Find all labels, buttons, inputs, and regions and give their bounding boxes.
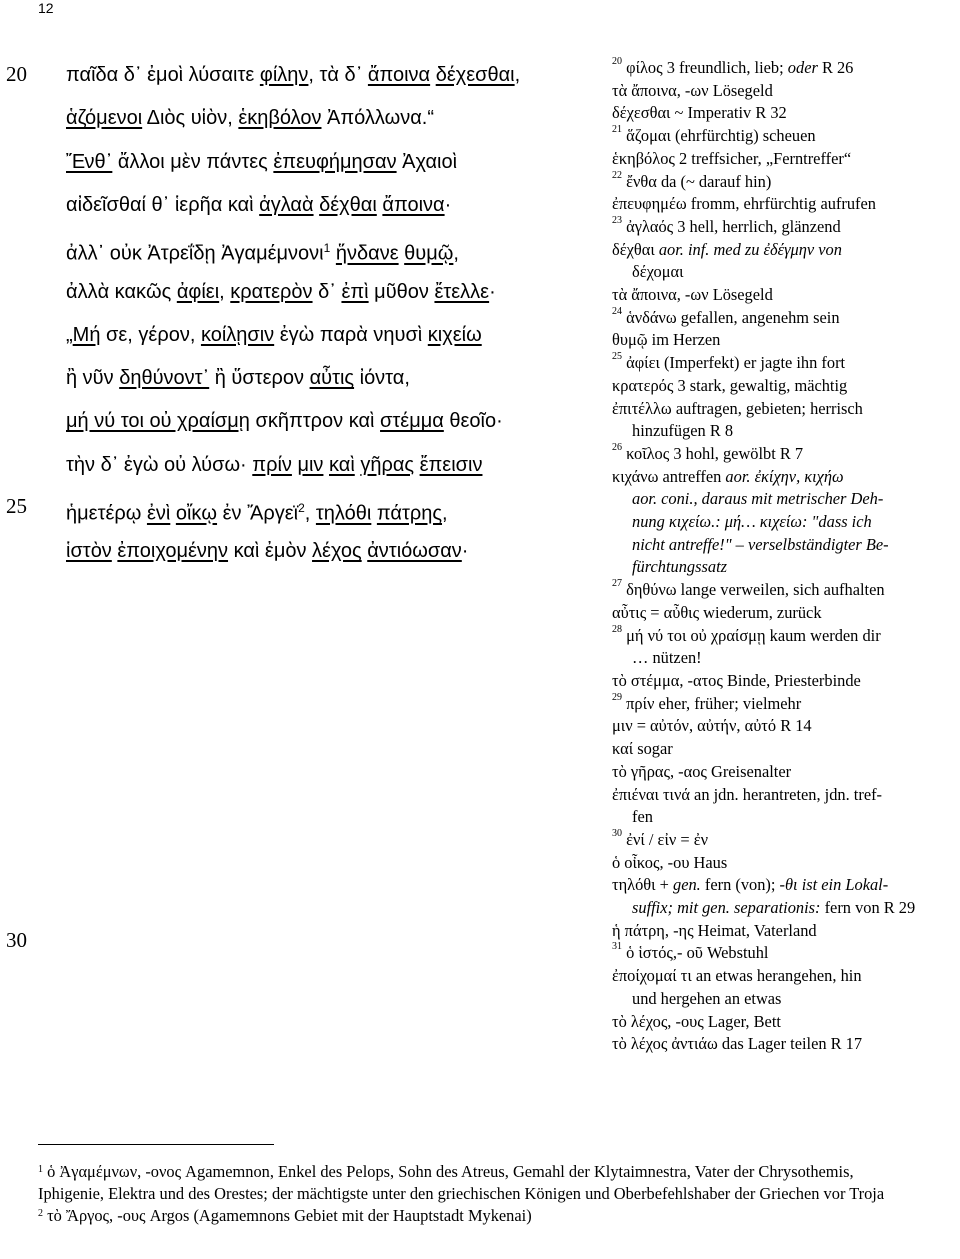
gloss-entry [612,261,958,284]
footnote-number: 1 [38,1164,43,1175]
gloss-text: δηθύνω lange verweilen, sich aufhalten [626,580,885,600]
gloss-entry [612,852,958,875]
gloss-text: μή νύ τοι οὐ χραίσμῃ kaum werden dir [626,625,881,645]
gloss-entry [612,761,958,784]
glossed-word: ἥνδανε [335,242,399,265]
verse-line [66,63,520,87]
glossed-word: ἐπὶ [341,280,369,303]
gloss-text: τὸ γῆρας, -αος Greisenalter [612,761,792,781]
verse-text: δ᾽ [312,280,342,303]
verse-text: ἐν Ἄργεϊ [217,502,299,525]
footnote-text: τὸ Ἄργος, -ους Argos (Agamemnons Gebiet mit der Hauptstadt Mykenai) [43,1206,532,1226]
verse-line [66,453,482,477]
glossed-word: μή νύ τοι οὐ χραίσμῃ [66,410,250,433]
glossed-word: Μή [72,323,101,346]
glossed-word: πάτρης [376,502,443,525]
gloss-entry [612,806,958,829]
glossed-word: ἐνὶ [146,502,171,525]
gloss-line-ref: 24 [612,305,622,317]
glossed-word: ἀντιόωσαν [367,540,462,563]
gloss-entry [612,1033,958,1056]
glossed-word: ἀγλαὰ [259,193,314,216]
glossed-word: λέχος [312,540,362,563]
gloss-text: αὖτις = αὖθις wiederum, zurück [612,602,822,622]
glossed-word: ἔπεισιν [419,453,483,476]
verse-text: ἡμετέρῳ [66,502,147,525]
verse-text: ἀλλὰ κακῶς [66,280,177,303]
gloss-entry [612,148,958,171]
gloss-text: δέχθαι [612,239,659,259]
gloss-entry [612,625,958,648]
verse-line [66,323,482,347]
gloss-text: ἐποίχομαί τι an etwas herangehen, hin [612,966,862,986]
gloss-line-ref: 27 [612,578,622,590]
verse-line [66,280,496,304]
footnote-rule [38,1144,274,1145]
gloss-line-ref: 21 [612,124,622,136]
glossed-word: στέμμα [380,410,444,433]
gloss-entry [612,670,958,693]
gloss-entry [612,784,958,807]
gloss-text: ἔνθα da (~ darauf hin) [626,171,772,191]
gloss-text: gen. [673,875,701,895]
gloss-text: nicht antreffe!" – verselbständigter Be- [632,534,889,554]
gloss-entry [612,352,958,375]
glossed-word: ἄποινα [382,193,445,216]
glossed-word: δέχθαι [319,193,377,216]
gloss-text: -θι ist ein Lokal- [779,875,889,895]
gloss-text: ὁ ἱστός,- οῦ Webstuhl [626,943,769,963]
verse-text: Ἀχαιοὶ [396,150,458,173]
verse-text: Ἀπόλλωνα.“ [321,107,435,130]
gloss-entry [612,443,958,466]
gloss-entry [612,102,958,125]
footnote-text: ὁ Ἀγαμέμνων, -ονος Agamemnon, Enkel des Pelops, Sohn des Atreus, Gemahl der Klytaimnestra, Vater der Chrysothemis, Iphigenie, Elektra und des Orestes; der mächtigste unter den griechischen Königen und Oberbefehlshaber der Griechen vor Troja [38,1162,885,1204]
gloss-entry [612,874,958,897]
verse-text: τὴν δ᾽ ἐγὼ οὐ λύσω· [66,453,253,476]
gloss-text: δέχομαι [632,262,684,282]
verse-text: Διὸς υἱὸν, [142,107,239,130]
gloss-line-ref: 29 [612,691,622,703]
gloss-text: πρίν eher, früher; vielmehr [626,693,802,713]
verse-line [66,193,451,217]
gloss-entry [612,693,958,716]
verse-text: ἰόντα, [354,367,410,390]
glossed-word: ἀφίει [176,280,220,303]
gloss-text: ἡ πάτρη, -ης Heimat, Vaterland [612,920,817,940]
footnote [38,1205,918,1227]
verse-text: , [219,280,231,303]
gloss-entry [612,988,958,1011]
gloss-text: θυμῷ im Herzen [612,330,721,350]
verse-line [66,106,434,130]
glossed-word: ἱστὸν [66,540,112,563]
verse-line [66,496,448,526]
gloss-text: μιν = αὐτόν, αὐτήν, αὐτό R 14 [612,716,812,736]
gloss-entry [612,80,958,103]
gloss-entry [612,534,958,557]
gloss-line-ref: 25 [612,351,622,363]
verse-text: ἢ νῦν [66,367,120,390]
glossed-word: τηλόθι [315,502,372,525]
glossed-word: ἑκηβόλον [238,107,322,130]
line-number-20: 20 [6,62,27,86]
gloss-entry [612,942,958,965]
gloss-text: fürchtungssatz [632,557,728,577]
gloss-line-ref: 28 [612,623,622,635]
gloss-text: ἑκηβόλος 2 treffsicher, „Ferntreffer“ [612,148,852,168]
glossed-word: δηθύνοντ᾽ [119,367,210,390]
gloss-text: nung κιχείω.: μή… κιχείω: "dass ich [632,512,872,532]
line-number-30: 30 [6,928,27,952]
gloss-text: … nützen! [632,648,702,668]
glossed-word: δέχεσθαι [435,64,515,86]
gloss-entry [612,420,958,443]
gloss-entry [612,193,958,216]
glossed-word: καὶ [329,453,355,476]
verse-text: , [453,242,459,265]
gloss-entry [612,556,958,579]
gloss-entry [612,329,958,352]
gloss-entry [612,171,958,194]
gloss-column [612,57,958,1056]
gloss-line-ref: 23 [612,214,622,226]
gloss-text: καί sogar [612,739,673,759]
verse-line [66,236,459,266]
gloss-entry [612,738,958,761]
gloss-text: ἐνί / εἰν = ἐν [626,829,708,849]
gloss-text: τὸ στέμμα, -ατος Binde, Priesterbinde [612,670,861,690]
verse-line [66,366,410,390]
gloss-entry [612,647,958,670]
verse-line [66,409,503,433]
glossed-word: αὖτις [309,367,355,390]
footnote [38,1161,918,1205]
verse-text: αἰδεῖσθαί θ᾽ ἱερῆα καὶ [66,193,260,216]
gloss-text: R 26 [817,58,854,77]
glossed-word: φίλην [259,64,309,86]
gloss-entry [612,511,958,534]
glossed-word: ἐποιχομένην [117,540,229,563]
gloss-entry [612,920,958,943]
gloss-text: aor. coni., daraus mit metrischer Deh- [632,489,884,509]
gloss-text: ἀφίει (Imperfekt) er jagte ihn fort [626,353,846,373]
gloss-text: ἐπιτέλλω auftragen, gebieten; herrisch [612,398,863,418]
gloss-text: ἐπευφημέω fromm, ehrfürchtig aufrufen [612,194,876,214]
gloss-text: τὸ λέχος, -ους Lager, Bett [612,1011,781,1031]
verse-text: · [444,193,452,216]
glossed-word: κοίλῃσιν [200,323,275,346]
footnote-marker: 2 [298,501,305,515]
footnote-marker: 1 [323,241,331,256]
verse-line [66,539,468,563]
gloss-entry [612,307,958,330]
gloss-text: ἁνδάνω gefallen, angenehm sein [626,307,840,327]
glossed-word: ἔτελλε [434,280,490,303]
glossed-word: κιχείω [427,323,482,346]
verse-text: , [304,502,316,525]
gloss-entry [612,375,958,398]
gloss-line-ref: 22 [612,169,622,181]
gloss-text: τὰ ἄποινα, -ων Lösegeld [612,285,773,305]
gloss-entry [612,488,958,511]
gloss-text: φίλος 3 freundlich, lieb; [626,58,788,77]
verse-text: , τὰ δ᾽ [308,64,368,86]
gloss-text: δέχεσθαι ~ Imperativ R 32 [612,103,787,123]
footnote-number: 2 [38,1208,43,1220]
gloss-text: und hergehen an etwas [632,988,782,1008]
gloss-entry [612,284,958,307]
gloss-entry [612,715,958,738]
glossed-word: ἐπευφήμησαν [273,150,397,173]
gloss-line-ref: 31 [612,941,622,953]
gloss-entry [612,829,958,852]
gloss-entry [612,125,958,148]
gloss-entry [612,965,958,988]
gloss-text: τηλόθι + [612,875,674,895]
gloss-entry [612,466,958,489]
gloss-text: ἀγλαός 3 hell, herrlich, glänzend [626,216,841,236]
verse-text: παῖδα δ᾽ ἐμοὶ λύσαιτε [66,64,260,86]
page-number: 12 [38,0,54,16]
gloss-text: fen [632,807,653,827]
gloss-entry [612,897,958,920]
footnotes [38,1161,918,1228]
gloss-entry [612,579,958,602]
verse-text: · [489,280,496,303]
verse-text: καὶ ἐμὸν [228,540,313,563]
gloss-entry [612,239,958,262]
glossed-word: μιν [297,453,324,476]
glossed-word: κρατερὸν [230,280,313,303]
glossed-word: οἴκῳ [175,502,218,525]
gloss-text: ἅζομαι (ehrfürchtig) scheuen [626,126,816,146]
verse-line [66,150,457,174]
gloss-text: κρατερός 3 stark, gewaltig, mächtig [612,375,848,395]
verse-text: θεοῖο· [443,410,503,433]
gloss-entry [612,398,958,421]
verse-text: μῦθον [368,280,435,303]
verse-text: , [442,502,448,525]
verse-text: ἀλλ᾽ οὐκ Ἀτρεΐδῃ Ἀγαμέμνονι [66,242,324,265]
gloss-text: τὰ ἄποινα, -ων Lösegeld [612,80,773,100]
verse-text: σε, γέρον, [100,323,201,346]
gloss-text: suffix; mit gen. separationis: [632,898,821,918]
gloss-text: κιχάνω antreffen [612,466,726,486]
gloss-text: κοῖλος 3 hohl, gewölbt R 7 [626,443,804,463]
glossed-word: θυμῷ [404,242,454,265]
gloss-text: τὸ λέχος ἀντιάω das Lager teilen R 17 [612,1034,863,1054]
verse-text: · [461,540,469,563]
line-number-25: 25 [6,494,27,518]
glossed-word: ἁζόμενοι [66,107,143,130]
gloss-text: ἐπιέναι τινά an jdn. herantreten, jdn. tref- [612,784,883,804]
glossed-word: Ἔνθ᾽ [66,150,113,173]
gloss-text: hinzufügen R 8 [632,421,734,441]
verse-text: ἐγὼ παρὰ νηυσὶ [274,323,428,346]
glossed-word: πρίν [252,453,292,476]
gloss-text: oder [787,58,818,77]
gloss-line-ref: 20 [612,56,622,67]
verse-text: ἄλλοι μὲν πάντες [112,150,274,173]
gloss-line-ref: 26 [612,441,622,453]
gloss-text: fern von R 29 [820,898,916,918]
gloss-line-ref: 30 [612,827,622,839]
gloss-text: aor. ἐκίχην, κιχήω [725,466,844,486]
gloss-text: ὁ οἶκος, -ου Haus [612,852,728,872]
gloss-text: fern (von); [700,875,780,895]
gloss-text: aor. inf. med zu ἐδέγμην von [658,239,842,259]
gloss-entry [612,57,958,80]
gloss-entry [612,216,958,239]
verse-text: „ [66,323,73,346]
verse-text: σκῆπτρον καὶ [249,410,381,433]
gloss-entry [612,1011,958,1034]
glossed-word: γῆρας [360,453,415,476]
glossed-word: ἄποινα [367,64,431,86]
gloss-entry [612,602,958,625]
verse-text: ἢ ὕστερον [209,367,310,390]
verse-text: , [514,64,521,86]
